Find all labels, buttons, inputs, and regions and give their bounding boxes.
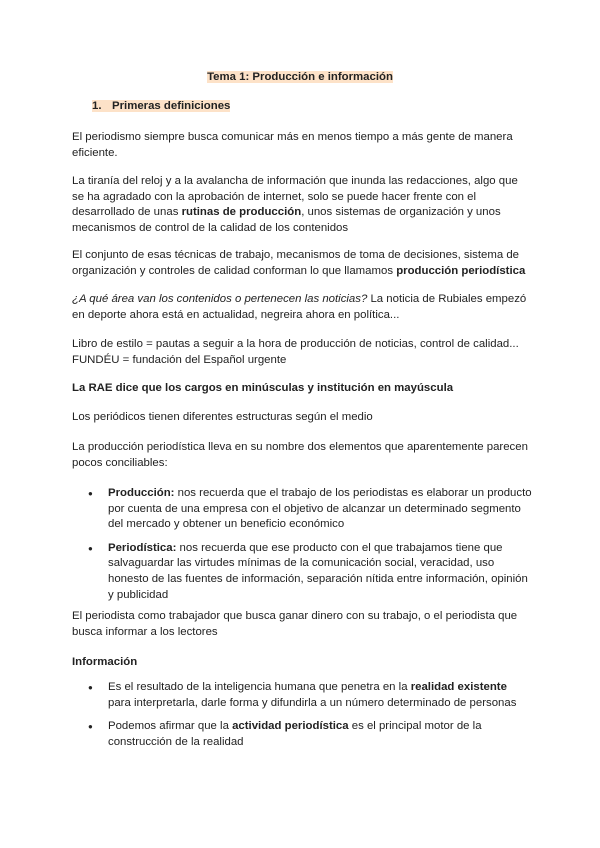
section-label: Primeras definiciones xyxy=(112,100,231,112)
paragraph-tirania xyxy=(72,174,532,236)
text-run: El conjunto de esas técnicas de trabajo, mecanismos de toma de decisiones, sistema de organización y controles de calidad conforman lo que llamamos xyxy=(72,249,520,277)
paragraph-produccion: La producción periodística lleva en su nombre dos elementos que aparentemente parecen pocos conciliables: xyxy=(72,441,528,469)
text-run: , unos sistemas de organización y unos mecanismos de control de la calidad de los contenidos xyxy=(72,206,501,234)
bold-term: realidad existente xyxy=(410,681,507,693)
list-item-periodistica xyxy=(72,541,532,603)
text-line: Libro de estilo = pautas a seguir a la hora de producción de noticias, control de calidad... xyxy=(72,338,519,350)
bold-term: producción periodística xyxy=(396,264,526,277)
rae-heading: La RAE dice que los cargos en minúsculas y institución en mayúscula xyxy=(72,382,454,394)
informacion-list xyxy=(72,680,532,750)
paragraph-periodista: El periodista como trabajador que busca ganar dinero con su trabajo, o el periodista que busca informar a los lectores xyxy=(72,610,518,638)
section-heading-highlight xyxy=(92,100,230,112)
list-item-produccion xyxy=(72,486,532,533)
text-run: La noticia de Rubiales empezó en deporte ahora está en actualidad, negreira ahora en política... xyxy=(72,293,527,321)
list-item-afirmar xyxy=(72,719,532,750)
bold-term: actividad periodística xyxy=(232,720,349,733)
text-run: Es el resultado de la inteligencia humana que penetra en la xyxy=(108,681,411,693)
definitions-list xyxy=(72,486,532,603)
text-line: FUNDÉU = fundación del Español urgente xyxy=(72,353,287,366)
section-number: 1. xyxy=(92,100,102,112)
bold-term: rutinas de producción xyxy=(181,206,302,219)
list-item-resultado xyxy=(72,680,532,711)
italic-question: ¿A qué área van los contenidos o pertenecen las noticias? xyxy=(72,293,368,305)
paragraph-estructuras: Los periódicos tienen diferentes estructuras según el medio xyxy=(72,411,373,423)
paragraph-conjunto xyxy=(72,248,532,279)
text-run: nos recuerda que el trabajo de los periodistas es elaborar un producto por cuenta de una empresa con el objetivo de alcanzar un determinado segmento del mercado y obtener un beneficio económico xyxy=(108,487,532,531)
text-run: nos recuerda que ese producto con el que trabajamos tiene que salvaguardar las virtudes mínimas de la comunicación social, veracidad, uso honesto de las fuentes de información, separación nítida entre información, opinión y publicidad xyxy=(108,541,528,601)
paragraph-areas xyxy=(72,292,532,323)
text-run: La tiranía del reloj y a la avalancha de información que inunda las redacciones, algo que se ha agradado con la aprobación de internet, solo se puede hacer frente con el desarrollado de unas xyxy=(72,175,518,219)
paragraph-intro: El periodismo siempre busca comunicar más en menos tiempo a más gente de manera eficiente. xyxy=(72,131,513,159)
text-run: Podemos afirmar que la xyxy=(108,720,233,733)
informacion-heading: Información xyxy=(72,656,138,668)
bold-term: Periodística: xyxy=(108,541,177,554)
paragraph-libro-estilo xyxy=(72,337,532,368)
document-title xyxy=(0,70,600,86)
text-run: para interpretarla, darle forma y difundirla a un número determinado de personas xyxy=(108,696,517,709)
text-run: es el principal motor de la construcción de la realidad xyxy=(108,720,482,748)
title-highlight: Tema 1: Producción e información xyxy=(207,71,393,83)
section-heading-1 xyxy=(92,99,552,115)
bold-term: Producción: xyxy=(108,487,175,499)
